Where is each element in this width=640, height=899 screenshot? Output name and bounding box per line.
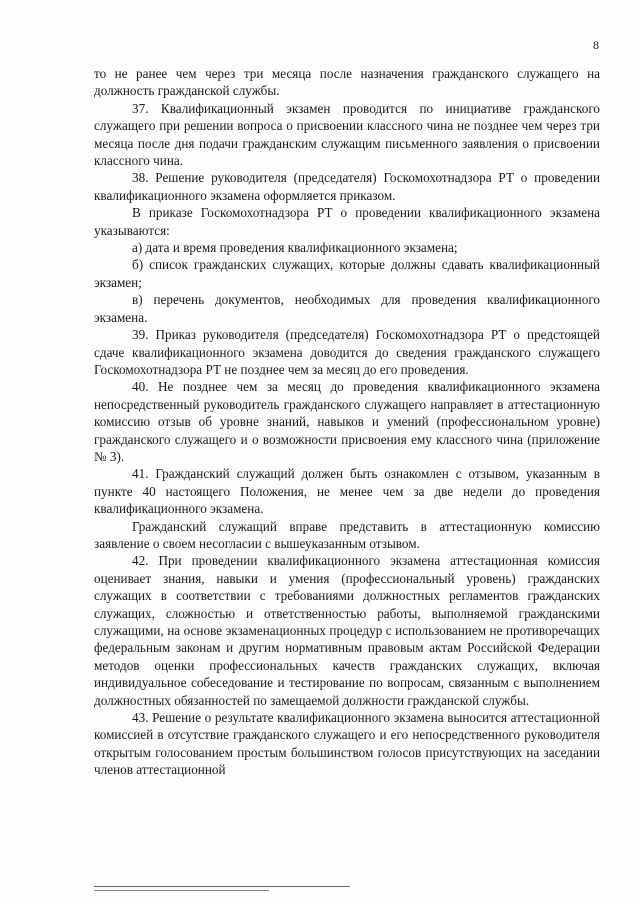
list-item-a: а) дата и время проведения квалификационного экзамена;	[132, 240, 458, 256]
paragraph-order-contents: В приказе Госкомохотнадзора РТ о проведении квалификационного экзамена указываются:	[94, 205, 600, 238]
footer-divider-short	[94, 890, 269, 891]
paragraph-38: 38. Решение руководителя (председателя) Госкомохотнадзора РТ о проведении квалификационного экзамена оформляется приказом.	[94, 170, 600, 203]
paragraph-41: 41. Гражданский служащий должен быть ознакомлен с отзывом, указанным в пункте 40 настоящего Положения, не менее чем за две недели до проведения квалификационного экзамена.	[94, 466, 600, 517]
paragraph-40: 40. Не позднее чем за месяц до проведения квалификационного экзамена непосредственный руководитель гражданского служащего направляет в аттестационную комиссию отзыв об уровне знаний, навыков и умений (профессиональном уровне) гражданского служащего и о возможности присвоения ему классного чина (приложение № 3).	[94, 379, 600, 464]
paragraph-42: 42. При проведении квалификационного экзамена аттестационная комиссия оценивает знания, навыки и умения (профессиональный уровень) гражданских служащих в соответствии с требованиями должностных регламентов гражданских служащих, сложностью и ответственностью работы, выполняемой гражданскими служащими, на основе экзаменационных процедур с использованием не противоречащих федеральным законам и другим нормативным правовым актам Российской Федерации методов оценки профессиональных качеств гражданских служащих, включая индивидуальное собеседование и тестирование по вопросам, связанным с выполнением должностных обязанностей по замещаемой должности гражданской службы.	[94, 553, 600, 708]
paragraph-37: 37. Квалификационный экзамен проводится по инициативе гражданского служащего при решении вопроса о присвоении классного чина не позднее чем через три месяца после дня подачи гражданским служащим письменного заявления о присвоении классного чина.	[94, 100, 600, 169]
list-item-b: б) список гражданских служащих, которые должны сдавать квалификационный экзамен;	[94, 257, 600, 290]
paragraph-39: 39. Приказ руководителя (председателя) Госкомохотнадзора РТ о предстоящей сдаче квалификационного экзамена доводится до сведения гражданского служащего Госкомохотнадзора РТ не позднее чем за месяц до его проведения.	[94, 327, 600, 377]
page-number: 8	[593, 38, 599, 52]
paragraph-continuation: то не ранее чем через три месяца после назначения гражданского служащего на должность гражданской службы.	[94, 66, 600, 99]
paragraph-43: 43. Решение о результате квалификационного экзамена выносится аттестационной комиссией в отсутствие гражданского служащего и его непосредственного руководителя открытым голосованием простым большинством голосов присутствующих на заседании членов аттестационной	[94, 710, 600, 778]
document-body	[94, 65, 600, 779]
list-item-v: в) перечень документов, необходимых для проведения квалификационного экзамена.	[94, 292, 600, 325]
paragraph-41-objection: Гражданский служащий вправе представить в аттестационную комиссию заявление о своем несогласии с вышеуказанным отзывом.	[94, 518, 600, 551]
footer-divider	[94, 886, 350, 887]
